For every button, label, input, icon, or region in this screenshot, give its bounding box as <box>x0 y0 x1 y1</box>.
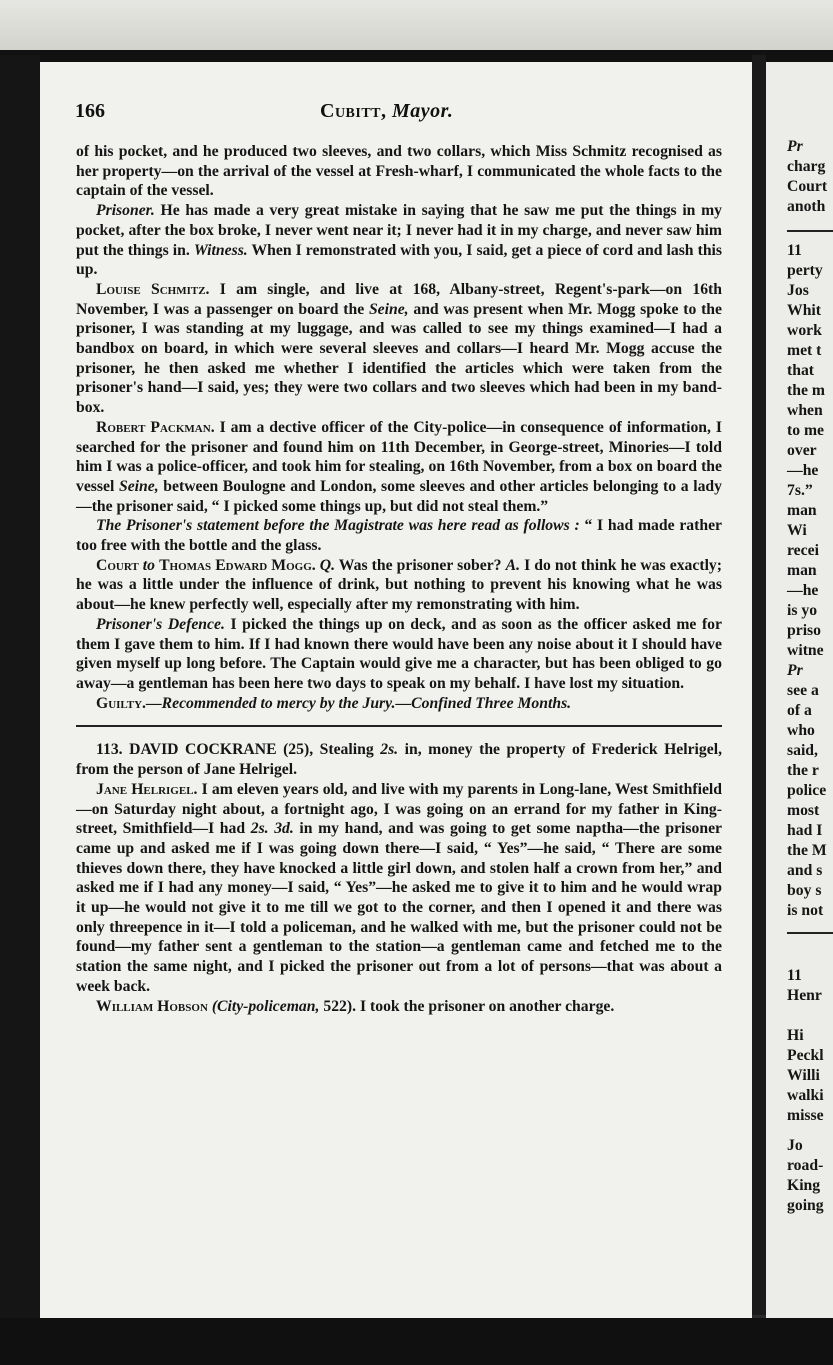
witness-name: William Hobson <box>96 997 208 1015</box>
facing-text: man <box>787 502 817 519</box>
paragraph-text: in my hand, and was going to get some naptha—the prisoner came up and asked me if I was going down there—I said, “ Yes”—he said, “ There are some thieves down there, they have knocked a little girl down, and stolen half a crown from her,” and asked me if I had any money—I said, “ Yes”—he asked me to give it to him and he would wrap it up—he would not give it to me till we got to the corner, and then I opened it and there was only threepence in it—I told a policeman, and he walked with me, but the prisoner could not be found—my father sent a gentleman to the station—a gentleman came and fetched me to the station the same night, and I picked the prisoner out from a lot of persons—that was about a week back. <box>76 820 722 995</box>
facing-divider <box>787 230 833 232</box>
facing-text: who <box>787 722 815 739</box>
paragraph <box>76 418 722 517</box>
paragraph-text: in, money the property of Frederick Helrigel, from the person of Jane Helrigel. <box>76 741 722 779</box>
amount: 2s. 3d. <box>250 820 294 838</box>
facing-text: misse <box>787 1107 824 1124</box>
facing-text: the r <box>787 762 819 779</box>
paragraph-text: He has made a very great mistake in saying that he saw me put the things in my pocket, after the box broke, I never went near it; I never had it in my charge, and never saw him put the things in. <box>76 202 722 259</box>
binding-gutter-right <box>752 55 766 1315</box>
answer-marker: A. <box>505 556 520 574</box>
facing-text: and s <box>787 862 823 879</box>
running-title-name: Cubitt, <box>320 100 387 122</box>
facing-text: the M <box>787 842 827 859</box>
paragraph-text: I am a dective officer of the City-police—in consequence of information, I searched for the prisoner and found him on 11th December, in George-street, Minories—I told him I was a police-officer, and took him for stealing, on 16th November, from a box on board the vessel <box>76 418 723 495</box>
facing-text: 7s.” <box>787 482 813 499</box>
facing-text: is not <box>787 902 824 919</box>
facing-text: of a <box>787 702 812 719</box>
speaker-label: Witness. <box>193 241 248 259</box>
paragraph-text: of his pocket, and he produced two sleeves, and two collars, which Miss Schmitz recognised as her property—on the arrival of the vessel at Fresh-wharf, I communicated the whole facts to the captain of the vessel. <box>76 143 722 200</box>
paragraph <box>76 997 722 1017</box>
page-number: 166 <box>75 100 105 122</box>
paragraph-text: “ I had made rather too free with the bottle and the glass. <box>76 517 722 555</box>
binding-bottom-edge <box>0 1318 833 1365</box>
facing-text: anoth <box>787 198 826 215</box>
speaker-label: Prisoner. <box>96 202 155 220</box>
paragraph <box>76 280 722 418</box>
facing-text: Jo <box>787 1137 803 1154</box>
paragraph <box>76 615 722 694</box>
facing-text: to me <box>787 422 825 439</box>
paragraph-text: I picked the things up on deck, and as soon as the officer asked me for them I gave them to him. If I had known there would have been any noise about it I should have given myself up long before. The Captain would give me a character, but has been obliged to go away—a gentleman has been here two days to speak on my behalf. I have lost my situation. <box>76 615 722 692</box>
facing-text: priso <box>787 622 821 639</box>
verdict: Guilty. <box>96 694 146 712</box>
paragraph <box>76 516 722 555</box>
paragraph-text: I do not think he was exactly; he was a little under the influence of drink, but nothing to prevent his knowing what he was about—he knew perfectly well, especially after my remonstrating with him. <box>76 556 722 614</box>
facing-text: most <box>787 802 820 819</box>
facing-text: the m <box>787 382 825 399</box>
facing-text: work <box>787 322 822 339</box>
witness-name: Robert Packman. <box>96 418 215 436</box>
paragraph <box>76 780 722 997</box>
facing-text: 11 <box>787 967 802 984</box>
facing-text: —he <box>787 582 819 599</box>
connector: to <box>138 556 160 574</box>
facing-page-fragment <box>766 62 833 1318</box>
paragraph <box>76 142 722 201</box>
running-title <box>320 100 453 123</box>
paragraph-text: between Boulogne and London, some sleeves and other articles belonging to a lady—the prisoner said, “ I picked some things up, but did not steal them.” <box>76 477 722 515</box>
paragraph <box>76 694 722 714</box>
paragraph-text: 113. DAVID COCKRANE (25), Stealing <box>96 741 381 759</box>
facing-text: boy s <box>787 882 822 899</box>
witness-name: Louise Schmitz. <box>96 280 210 298</box>
facing-text: Court <box>787 178 828 195</box>
question-marker: Q. <box>315 556 336 574</box>
case-heading <box>76 740 722 779</box>
sentence: —Recommended to mercy by the Jury.—Confined Three Months. <box>145 694 572 712</box>
facing-text: recei <box>787 542 819 559</box>
amount: 2s. <box>380 741 399 759</box>
facing-text: Peckl <box>787 1047 824 1064</box>
running-title-role: Mayor. <box>392 100 454 122</box>
facing-text: see a <box>787 682 819 699</box>
court-label: Court <box>96 556 139 574</box>
facing-text: charg <box>787 158 826 175</box>
facing-text: Henr <box>787 987 822 1004</box>
witness-name: Jane Helrigel. <box>96 780 198 798</box>
ship-name: Seine, <box>368 300 409 318</box>
statement-label: The Prisoner's statement before the Magistrate was here read as follows : <box>96 517 580 535</box>
paragraph-text: and was present when Mr. Mogg spoke to the prisoner, I was standing at my luggage, and was called to see my things examined—I had a bandbox on board, in which were several sleeves and collars—I heard Mr. Mogg accuse the prisoner, he then asked me whether I identified the articles which were taken from the prisoner's hand—I said, yes; they were two collars and two sleeves which had been in my band-box. <box>76 300 722 417</box>
paragraph-text: I took the prisoner on another charge. <box>356 997 615 1015</box>
case-divider <box>76 725 722 727</box>
defence-label: Prisoner's Defence. <box>96 615 225 633</box>
facing-text: met t <box>787 342 822 359</box>
paragraph-text: When I remonstrated with you, I said, get a piece of cord and lash this up. <box>76 241 723 279</box>
facing-text: witne <box>787 642 824 659</box>
facing-text: Willi <box>787 1067 820 1084</box>
facing-text: perty <box>787 262 823 279</box>
paragraph-text: Was the prisoner sober? <box>335 556 506 574</box>
witness-name: Thomas Edward Mogg. <box>159 556 316 574</box>
badge-number: 522). <box>319 997 357 1015</box>
facing-text: is yo <box>787 602 818 619</box>
page-body <box>76 142 722 1016</box>
paragraph <box>76 556 722 615</box>
paragraph-text: I am eleven years old, and live with my parents in Long-lane, West Smithfield—on Saturday night about, a fortnight ago, I was going on an errand for my father in King-street, Smithfield—I had <box>76 780 722 838</box>
facing-text: man <box>787 562 817 579</box>
paragraph <box>76 201 722 280</box>
facing-text: walki <box>787 1087 824 1104</box>
facing-text: road- <box>787 1157 824 1174</box>
binding-top-edge <box>0 50 833 62</box>
facing-text: when <box>787 402 823 419</box>
binding-spine-left <box>0 55 40 1365</box>
facing-text: Pr <box>787 138 803 155</box>
facing-text: —he <box>787 462 819 479</box>
facing-text: Whit <box>787 302 821 319</box>
facing-text: over <box>787 442 817 459</box>
ship-name: Seine, <box>118 477 159 495</box>
facing-text: Pr <box>787 662 803 679</box>
facing-text: had I <box>787 822 823 839</box>
facing-text: 11 <box>787 242 802 259</box>
facing-divider <box>787 932 833 934</box>
page-header <box>75 100 721 130</box>
facing-text: King <box>787 1177 821 1194</box>
facing-text: said, <box>787 742 818 759</box>
witness-role: (City-policeman, <box>207 997 320 1015</box>
facing-text: police <box>787 782 827 799</box>
facing-text: Jos <box>787 282 809 299</box>
paragraph-text: I am single, and live at 168, Albany-street, Regent's-park—on 16th November, I was a passenger on board the <box>76 280 722 318</box>
facing-text: going <box>787 1197 824 1214</box>
facing-text: Hi <box>787 1027 804 1044</box>
facing-text: Wi <box>787 522 807 539</box>
facing-text: that <box>787 362 815 379</box>
